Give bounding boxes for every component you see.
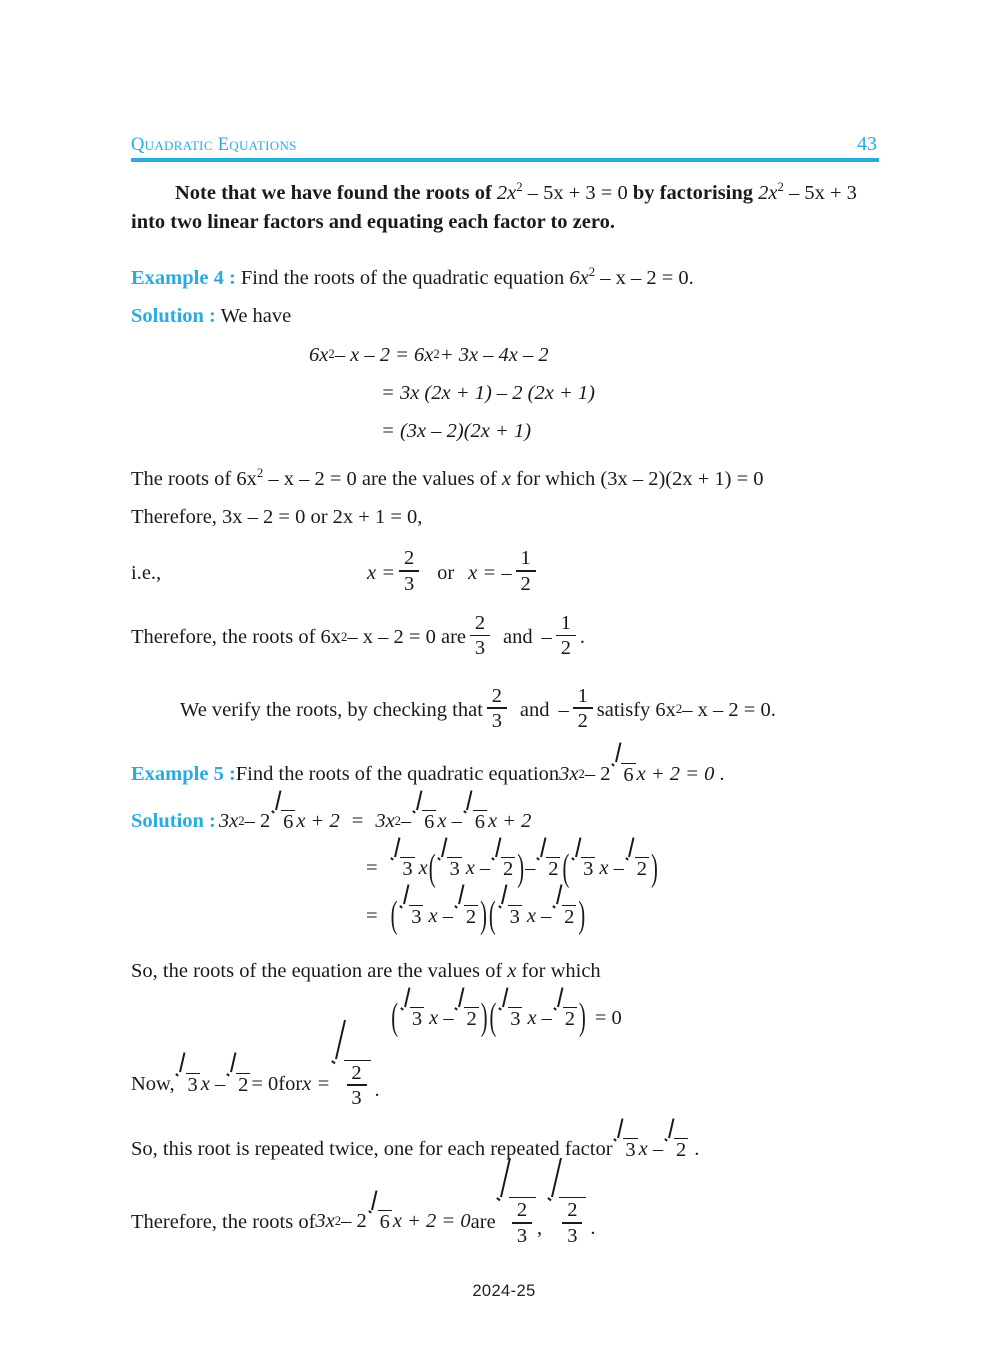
example4-solution-label: Solution :	[131, 305, 216, 328]
sol-lhs-3x: 3x	[218, 810, 239, 833]
sqrt-fraction-icon	[331, 1060, 370, 1109]
radicand: 6	[424, 811, 435, 834]
example5-display-equation	[131, 997, 881, 1039]
step1-lhs-a: 6x	[309, 343, 329, 366]
roots-line-a: The roots of 6x	[131, 467, 257, 490]
example4-solution-line	[131, 302, 881, 330]
fraction-denominator: 3	[491, 709, 503, 732]
final-are: are	[470, 1210, 496, 1233]
radicand: 3	[411, 1008, 423, 1031]
sqrt-icon	[491, 857, 515, 880]
verify-c: – x – 2 = 0.	[682, 698, 776, 721]
sqrt-icon	[399, 905, 423, 928]
display-x2: x –	[527, 1007, 552, 1030]
radicand: 3	[510, 1008, 521, 1031]
eq-3x: 3x	[559, 762, 579, 785]
example5-step-2	[131, 848, 881, 889]
sqrt-icon	[454, 905, 478, 928]
step1-lhs-b: – x – 2 = 6x	[334, 343, 434, 366]
eq-tail: x + 2 = 0	[636, 762, 715, 785]
open-paren: (	[489, 997, 497, 1039]
fraction-numerator: 1	[577, 684, 588, 707]
radicand: 6	[379, 1211, 390, 1234]
final-a: Therefore, the roots of	[131, 1210, 316, 1233]
example4-solution-text: We have	[215, 305, 292, 328]
final-sup: 2	[334, 1214, 342, 1229]
sqrt-fraction-icon	[497, 1197, 536, 1246]
open-paren: (	[391, 997, 399, 1039]
sqrt-icon	[368, 1210, 392, 1233]
radicand: 6	[474, 811, 485, 834]
radicand	[559, 1197, 586, 1246]
sqrt-icon	[664, 1138, 688, 1161]
open-paren: (	[428, 848, 436, 889]
close-paren: )	[579, 997, 586, 1039]
fraction-numerator: 1	[560, 612, 571, 635]
radicand: 2	[503, 858, 514, 881]
display-eq-zero: = 0	[594, 1007, 622, 1030]
step2-x1: x	[418, 857, 428, 880]
example5-final-line	[131, 1197, 881, 1246]
note-suffix: into two linear factors and equating each factor to zero.	[131, 210, 615, 233]
sqrt-icon	[463, 810, 487, 833]
sol-rhs-minus1: –	[401, 810, 412, 833]
example4-label: Example 4 :	[131, 267, 236, 290]
concl-period: .	[579, 626, 585, 649]
fraction-denominator: 2	[560, 637, 571, 660]
sqrt-icon	[226, 1073, 250, 1096]
close-paren: )	[578, 895, 586, 937]
step1-lhs-sup2: 2	[433, 347, 440, 362]
fraction-two-thirds	[512, 1200, 532, 1246]
radicand: 2	[636, 858, 647, 881]
running-head	[131, 133, 877, 156]
fraction-numerator: 2	[474, 612, 486, 635]
fraction-denominator: 3	[351, 1086, 362, 1109]
fraction-numerator: 2	[351, 1061, 362, 1084]
radicand: 3	[411, 905, 422, 928]
fraction-numerator: 1	[520, 547, 531, 570]
sol-rhs-3x: 3x	[375, 810, 395, 833]
radicand: 2	[466, 1008, 477, 1031]
repeated-a: So, this root is repeated twice, one for each repeated factor	[131, 1138, 613, 1161]
page-number: 43	[857, 133, 877, 155]
ie-or: or	[437, 561, 455, 584]
radicand	[344, 1060, 371, 1109]
example5-solution-label: Solution :	[131, 810, 216, 833]
now-label: Now,	[131, 1072, 175, 1095]
radicand: 3	[187, 1073, 198, 1096]
open-paren: (	[488, 895, 496, 937]
concl-sup: 2	[341, 629, 348, 644]
eq-period: .	[719, 762, 725, 785]
sqrt-icon	[552, 905, 576, 928]
radicand: 6	[283, 811, 294, 834]
example4-statement-c: – x – 2 = 0.	[595, 267, 694, 290]
sqrt-icon	[625, 857, 649, 880]
example5-solution-line	[131, 807, 881, 835]
example4-step-3	[131, 417, 881, 445]
step3-text: = (3x – 2)(2x + 1)	[381, 420, 532, 443]
radicand: 2	[465, 905, 477, 928]
final-3x: 3x	[315, 1210, 335, 1233]
verify-b: satisfy 6x	[596, 698, 676, 721]
final-minus: – 2	[341, 1210, 367, 1233]
verify-a: We verify the roots, by checking that	[180, 698, 483, 721]
radicand: 6	[623, 763, 634, 786]
sqrt-icon	[400, 1007, 424, 1030]
now-period: .	[374, 1078, 380, 1101]
close-paren: )	[480, 895, 487, 937]
step3-x1: x –	[428, 904, 453, 927]
fraction-one-half	[516, 548, 536, 594]
example5-equation	[559, 763, 714, 786]
radicand: 3	[625, 1139, 636, 1162]
sqrt-icon	[271, 810, 295, 833]
eq-sup: 2	[578, 766, 585, 781]
final-period: .	[590, 1216, 596, 1239]
step2-equals: =	[366, 857, 378, 880]
example4-expr: 6x	[569, 267, 589, 290]
eq-minus2: – 2	[584, 762, 611, 785]
sqrt-icon	[438, 857, 462, 880]
example5-sol-rhs	[375, 810, 531, 833]
repeated-x: x –	[638, 1138, 664, 1161]
verify-sup: 2	[675, 702, 683, 717]
sol-rhs-x1: x –	[437, 810, 462, 833]
radicand: 3	[449, 858, 460, 881]
ie-x-eq: x =	[367, 561, 396, 584]
roots-line-sup: 2	[256, 465, 264, 480]
sol-lhs-sup: 2	[238, 813, 245, 828]
note-prefix: Note that we have found the roots of	[175, 181, 497, 204]
chapter-title: Quadratic Equations	[131, 135, 297, 155]
now-x-eq: x =	[302, 1072, 331, 1095]
fraction-two-thirds	[347, 1063, 367, 1109]
example4-roots-line	[131, 465, 881, 493]
close-paren: )	[650, 848, 658, 889]
radicand: 3	[402, 858, 413, 881]
example5-statement	[131, 760, 881, 788]
example4-statement	[131, 264, 881, 292]
final-tail: x + 2 = 0	[392, 1210, 471, 1233]
note-expr-1-rest: – 5x + 3 = 0	[522, 181, 628, 204]
step1-lhs-c: + 3x – 4x – 2	[439, 343, 549, 366]
now-x: x –	[200, 1072, 226, 1095]
header-rule	[131, 158, 879, 162]
final-equation	[315, 1210, 470, 1233]
fraction-denominator: 2	[577, 709, 588, 732]
concl-a: Therefore, the roots of 6x	[131, 626, 342, 649]
open-paren: (	[390, 895, 398, 937]
so-roots-b: for which	[516, 959, 601, 982]
sol-equals: =	[351, 810, 364, 833]
fraction-two-thirds	[487, 686, 507, 732]
now-for: for	[278, 1072, 303, 1095]
radicand: 2	[564, 905, 575, 928]
fraction-two-thirds	[399, 548, 419, 594]
page-body	[131, 178, 881, 1246]
open-paren: (	[562, 848, 570, 889]
step2-x2: x –	[465, 857, 491, 880]
example4-ie-line	[131, 547, 881, 596]
sqrt-icon	[614, 1138, 638, 1161]
sqrt-icon	[536, 857, 560, 880]
roots-line-x: x	[501, 467, 511, 490]
final-comma: ,	[536, 1216, 543, 1239]
so-roots-x: x	[507, 959, 517, 982]
fraction-numerator: 2	[491, 684, 503, 707]
fraction-numerator: 2	[403, 547, 415, 570]
note-expr-1-sup: 2	[516, 180, 523, 194]
display-x1: x –	[429, 1007, 454, 1030]
radicand: 2	[564, 1008, 576, 1031]
fraction-one-half	[573, 686, 593, 732]
sqrt-icon	[391, 857, 415, 880]
sqrt-icon	[498, 905, 522, 928]
fraction-denominator: 3	[474, 637, 486, 660]
sqrt-icon	[612, 763, 636, 786]
note-middle: by factorising	[627, 181, 759, 204]
ie-label: i.e.,	[131, 561, 162, 584]
sqrt-icon	[571, 857, 595, 880]
roots-line-c: for which (3x – 2)(2x + 1) = 0	[511, 467, 764, 490]
fraction-denominator: 3	[567, 1224, 578, 1247]
fraction-two-thirds	[470, 613, 490, 659]
example4-conclusion	[131, 612, 881, 661]
radicand: 3	[583, 858, 594, 881]
note-paragraph	[131, 178, 881, 237]
sqrt-icon	[553, 1007, 577, 1030]
example4-step-2	[131, 379, 881, 407]
so-roots-a: So, the roots of the equation are the values of	[131, 959, 508, 982]
fraction-denominator: 3	[403, 572, 415, 595]
roots-line-b: – x – 2 = 0 are the values of	[263, 467, 502, 490]
example4-statement-a: Find the roots of the quadratic equation	[235, 267, 570, 290]
example4-step-1	[131, 341, 881, 369]
radicand: 2	[675, 1139, 687, 1162]
fraction-denominator: 2	[520, 572, 531, 595]
example5-so-roots-line	[131, 957, 881, 985]
note-expr-2-sup: 2	[777, 180, 784, 194]
fraction-denominator: 3	[516, 1224, 528, 1247]
repeated-period: .	[694, 1138, 700, 1161]
radicand: 2	[548, 858, 559, 881]
fraction-two-thirds	[562, 1200, 582, 1246]
sqrt-icon	[498, 1007, 522, 1030]
sol-rhs-x2: x + 2	[487, 810, 532, 833]
example5-label: Example 5 :	[131, 762, 236, 785]
concl-minus: –	[541, 626, 552, 649]
close-paren: )	[480, 997, 488, 1039]
sol-lhs-minus: – 2	[244, 810, 271, 833]
sqrt-icon	[455, 1007, 479, 1030]
example5-sol-lhs	[216, 810, 340, 833]
fraction-one-half	[556, 613, 576, 659]
note-expr-2: 2x	[758, 181, 778, 204]
example5-now-line	[131, 1060, 881, 1109]
close-paren: )	[517, 848, 525, 889]
example4-therefore-line: Therefore, 3x – 2 = 0 or 2x + 1 = 0,	[131, 505, 423, 528]
sol-rhs-sup: 2	[394, 813, 402, 828]
verify-and: and	[519, 698, 550, 721]
sqrt-fraction-icon	[547, 1197, 586, 1246]
step2-x3: x –	[599, 857, 624, 880]
example5-repeated-line	[131, 1135, 881, 1163]
ie-x-eq2: x = –	[468, 561, 512, 584]
example4-verify-line	[131, 684, 881, 733]
step3-x2: x –	[526, 904, 552, 927]
example5-statement-a: Find the roots of the quadratic equation	[235, 762, 560, 785]
verify-minus: –	[558, 698, 569, 721]
concl-and: and	[503, 626, 533, 649]
now-eq-zero: = 0	[251, 1072, 279, 1095]
concl-b: – x – 2 = 0 are	[347, 626, 466, 649]
step2-text: = 3x (2x + 1) – 2 (2x + 1)	[381, 381, 595, 404]
step1-lhs-sup: 2	[328, 347, 335, 362]
note-expr-2-rest: – 5x + 3	[783, 181, 857, 204]
example4-expr-sup: 2	[588, 265, 596, 280]
radicand: 3	[509, 905, 520, 928]
sol-lhs-tail: x + 2	[296, 810, 340, 833]
fraction-numerator: 2	[567, 1199, 578, 1222]
radicand: 2	[238, 1073, 249, 1096]
fraction-numerator: 2	[516, 1199, 528, 1222]
sqrt-icon	[412, 810, 436, 833]
step3-equals: =	[366, 904, 378, 927]
step2-minus: –	[525, 857, 536, 880]
sqrt-icon	[176, 1073, 200, 1096]
page-footer: 2024-25	[472, 1282, 536, 1300]
note-expr-1: 2x	[496, 181, 517, 204]
example5-step-3	[131, 895, 881, 937]
radicand	[509, 1197, 536, 1246]
